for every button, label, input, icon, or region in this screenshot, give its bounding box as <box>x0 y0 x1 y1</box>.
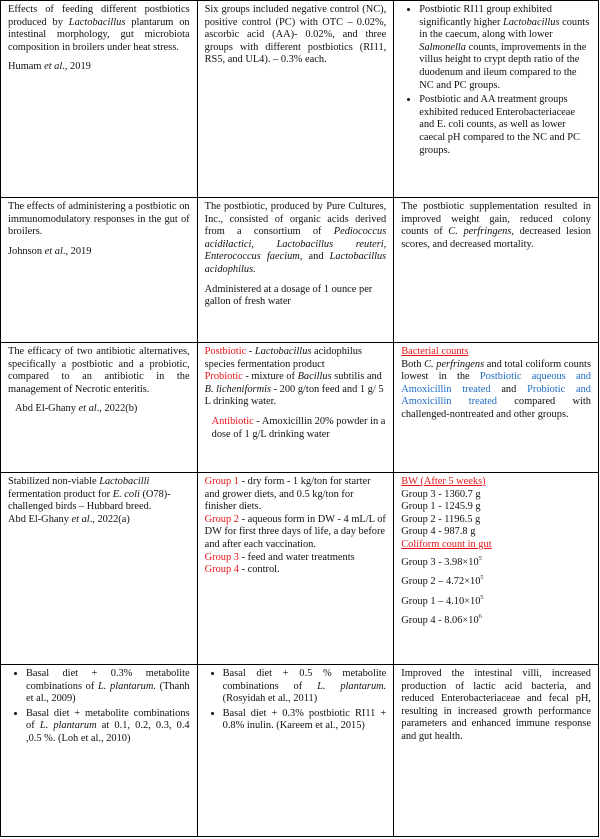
table-cell-study <box>1 198 198 343</box>
table-cell-results <box>394 343 599 473</box>
table-row <box>1 198 599 343</box>
study-reference: Humam et al., 2019 <box>8 61 91 73</box>
study-reference: Johnson et al., 2019 <box>8 245 92 257</box>
group-4-label: Group 4 <box>204 564 239 576</box>
list-item: • Basal diet + 0.5 % metabolite combinations of L. plantarum. (Rosyidah et al., 2011) <box>223 668 387 706</box>
table-cell-treatment <box>197 473 394 665</box>
table-cell-treatment <box>197 665 394 837</box>
table-cell-treatment <box>197 1 394 198</box>
treatment-dosage: Administered at a dosage of 1 ounce per gallon of fresh water <box>204 283 373 308</box>
coliform-heading: Coliform count in gut <box>401 538 492 550</box>
list-item: • Basal diet + metabolite combinations of L. plantarum at 0.1, 0.2, 0.3, 0.4 ,0.5 %. (Loh et al., 2010) <box>26 708 190 746</box>
study-description: Effects of feeding different postbiotics produced by Lactobacillus plantarum on intestinal morphology, gut microbiota composition in broilers under heat stress. <box>8 4 190 53</box>
table-cell-study <box>1 343 198 473</box>
results-description: Both C. perfringens and total coliform counts lowest in the Postbiotic aqueous and Amoxicillin treated and Probiotic and Amoxicillin treated compared with challenged-nontreated and other groups. <box>401 358 591 420</box>
table-row <box>1 1 599 198</box>
table-cell-treatment <box>197 198 394 343</box>
study-reference: Abd El-Ghany et al., 2022(b) <box>15 403 138 415</box>
coliform-value: Group $2 - 4.72\times 10^5$ <box>401 575 484 588</box>
group-1-entry: Group 1 - dry form - 1 kg/ton for starter and grower diets, and 0.5 kg/ton for finisher diets. <box>204 476 371 513</box>
probiotic-entry: Probiotic - mixture of Bacillus subtilis and B. licheniformis - 200 g/ton feed and 1 g/ 5 L drinking water. <box>204 371 384 408</box>
treatment-description: Six groups included negative control (NC), positive control (PC) with OTC – 0.02%, ascorbic acid (AA)- 0.02%, and three groups with different postbiotics (RI11, RS5, and UL4). – 0.3% each. <box>204 4 387 66</box>
table-cell-results <box>394 473 599 665</box>
coliform-value: Group $1 - 4.10\times 10^5$ <box>401 594 484 607</box>
list-item: • Basal diet + 0.3% postbiotic RI11 + 0.8% inulin. (Kareem et al., 2015) <box>223 708 387 733</box>
coliform-value: Group $4 - 8.06\times 10^6$ <box>401 614 482 627</box>
antibiotic-label: Antibiotic <box>211 415 254 427</box>
group-2-label: Group 2 <box>204 513 239 525</box>
table-cell-study <box>1 473 198 665</box>
table-row <box>1 665 599 837</box>
table-row <box>1 473 599 665</box>
table-cell-results <box>394 198 599 343</box>
group-1-label: Group 1 <box>204 476 239 487</box>
bacterial-counts-heading: Bacterial counts <box>401 346 469 357</box>
treatment-list <box>205 668 387 733</box>
table-cell-study <box>1 665 198 837</box>
treatment-description: The postbiotic, produced by Pure Cultures, Inc., consisted of organic acids derived from a consortium of Pediococcus acidilactici, Lactobacillus reuteri, Enterococcus faecium, and Lactobacillus acidophilus. <box>204 201 387 275</box>
study-description: Stabilized non-viable Lactobacilli fermentation product for E. coli (O78)-challenged birds – Hubbard breed. <box>8 476 171 513</box>
group-4-entry: Group 4 - control. <box>204 564 280 576</box>
study-list <box>8 668 190 746</box>
postbiotic-label: Postbiotic <box>204 346 247 357</box>
list-item: • Postbiotic and AA treatment groups exhibited reduced Enterobacteriaceae and E. coli counts, as well as lower caecal pH compared to the NC and PC groups. <box>419 94 591 157</box>
postbiotic-entry: Postbiotic - Lactobacillus acidophilus species fermentation product <box>204 346 362 370</box>
bw-value: Group 4 - 987.8 g <box>401 526 476 538</box>
coliform-value: Group $3 - 3.98\times 10^5$ <box>401 555 482 568</box>
study-description: The effects of administering a postbiotic on immunomodulatory responses in the gut of broilers. <box>8 201 190 238</box>
list-item: • Postbiotic RI11 group exhibited significantly higher Lactobacillus counts in the caecum, along with lower Salmonella counts, improvements in the villus height to crypt depth ratio of the duodenum and ileum compared to the NC and PC groups. <box>419 4 591 92</box>
bw-value: Group 2 - 1196.5 g <box>401 513 481 525</box>
study-reference: Abd El-Ghany et al., 2022(a) <box>8 513 130 525</box>
bw-value: Group 3 - 1360.7 g <box>401 488 481 500</box>
antibiotic-entry: Antibiotic - Amoxicillin 20% powder in a dose of 1 g/L drinking water <box>211 415 386 440</box>
table-row <box>1 343 599 473</box>
group-2-entry: Group 2 - aqueous form in DW - 4 mL/L of DW for first three days of life, a day before and after each vaccination. <box>204 513 386 550</box>
results-description: Improved the intestinal villi, increased production of lactic acid bacteria, and reduced Enterobacteriaceae and fecal pH, resulting in increased growth performance parameters and enhanced immune response and gut health. <box>401 668 591 742</box>
group-3-entry: Group 3 - feed and water treatments <box>204 551 355 563</box>
results-description: The postbiotic supplementation resulted in improved weight gain, reduced colony counts of C. perfringens, decreased lesion scores, and decreased mortality. <box>401 201 591 250</box>
group-3-label: Group 3 <box>204 551 239 563</box>
table-cell-results <box>394 665 599 837</box>
table-cell-treatment <box>197 343 394 473</box>
table-cell-results <box>394 1 599 198</box>
table-cell-study <box>1 1 198 198</box>
bw-value: Group 1 - 1245.9 g <box>401 501 481 513</box>
study-description: The efficacy of two antibiotic alternatives, specifically a postbiotic and a probiotic, compared to an antibiotic in the management of Necrotic enteritis. <box>8 346 190 395</box>
results-list <box>401 4 591 157</box>
probiotic-label: Probiotic <box>204 371 243 383</box>
list-item: • Basal diet + 0.3% metabolite combinations of L. plantarum. (Thanh et al., 2009) <box>26 668 190 706</box>
bw-heading: BW (After 5 weeks) <box>401 476 486 487</box>
